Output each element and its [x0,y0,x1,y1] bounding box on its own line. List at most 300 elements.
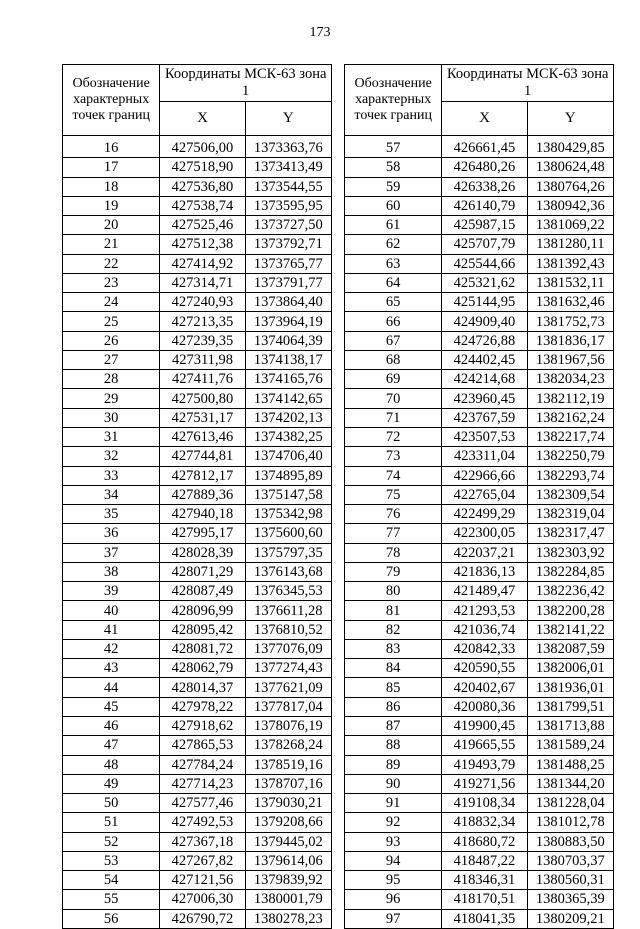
point-number-cell: 38 [63,562,160,581]
point-number-cell: 58 [345,158,442,177]
point-number-cell: 33 [63,466,160,485]
y-coordinate-cell: 1373595,95 [245,196,331,215]
point-number-cell: 36 [63,524,160,543]
point-number-cell: 28 [63,370,160,389]
x-coordinate-cell: 427506,00 [160,136,245,158]
x-coordinate-cell: 428014,37 [160,678,245,697]
table-row [63,832,332,851]
table-row [63,235,332,254]
x-coordinate-cell: 423507,53 [442,427,527,446]
column-header-point-label: Обозначение характерных точек границ [63,65,160,136]
point-number-cell: 44 [63,678,160,697]
table-row [63,524,332,543]
y-coordinate-cell: 1381069,22 [527,216,613,235]
table-row [345,235,614,254]
y-coordinate-cell: 1374138,17 [245,350,331,369]
y-coordinate-cell: 1381280,11 [527,235,613,254]
x-coordinate-cell: 424214,68 [442,370,527,389]
point-number-cell: 70 [345,389,442,408]
y-coordinate-cell: 1373792,71 [245,235,331,254]
x-coordinate-cell: 427744,81 [160,447,245,466]
table-row [345,389,614,408]
table-row [63,890,332,909]
table-row [63,136,332,158]
point-number-cell: 43 [63,659,160,678]
y-coordinate-cell: 1378268,24 [245,736,331,755]
y-coordinate-cell: 1379445,02 [245,832,331,851]
point-number-cell: 88 [345,736,442,755]
point-number-cell: 21 [63,235,160,254]
table-row [345,524,614,543]
point-number-cell: 83 [345,639,442,658]
x-coordinate-cell: 419665,55 [442,736,527,755]
y-coordinate-cell: 1374202,13 [245,408,331,427]
table-row [345,639,614,658]
point-number-cell: 25 [63,312,160,331]
point-number-cell: 69 [345,370,442,389]
table-row [63,293,332,312]
point-number-cell: 62 [345,235,442,254]
point-number-cell: 19 [63,196,160,215]
table-row [345,447,614,466]
x-coordinate-cell: 421489,47 [442,582,527,601]
x-coordinate-cell: 427784,24 [160,755,245,774]
x-coordinate-cell: 427512,38 [160,235,245,254]
y-coordinate-cell: 1376143,68 [245,562,331,581]
column-header-coordinates: Координаты МСК-63 зона 1 [160,65,332,102]
table-row [63,794,332,813]
point-number-cell: 92 [345,813,442,832]
x-coordinate-cell: 426140,79 [442,196,527,215]
x-coordinate-cell: 418346,31 [442,871,527,890]
x-coordinate-cell: 428071,29 [160,562,245,581]
point-number-cell: 29 [63,389,160,408]
table-row [345,331,614,350]
table-row [345,177,614,196]
x-coordinate-cell: 427714,23 [160,774,245,793]
x-coordinate-cell: 427240,93 [160,293,245,312]
y-coordinate-cell: 1377621,09 [245,678,331,697]
y-coordinate-cell: 1376345,53 [245,582,331,601]
point-number-cell: 79 [345,562,442,581]
x-coordinate-cell: 421036,74 [442,620,527,639]
y-coordinate-cell: 1382141,22 [527,620,613,639]
table-row [63,716,332,735]
point-number-cell: 37 [63,543,160,562]
x-coordinate-cell: 427812,17 [160,466,245,485]
table-row [345,813,614,832]
table-row [63,389,332,408]
x-coordinate-cell: 420402,67 [442,678,527,697]
point-number-cell: 31 [63,427,160,446]
point-number-cell: 39 [63,582,160,601]
point-number-cell: 47 [63,736,160,755]
x-coordinate-cell: 427613,46 [160,427,245,446]
y-coordinate-cell: 1381344,20 [527,774,613,793]
x-coordinate-cell: 422300,05 [442,524,527,543]
x-coordinate-cell: 427940,18 [160,505,245,524]
point-number-cell: 57 [345,136,442,158]
x-coordinate-cell: 427978,22 [160,697,245,716]
point-number-cell: 89 [345,755,442,774]
table-row [345,273,614,292]
y-coordinate-cell: 1381632,46 [527,293,613,312]
y-coordinate-cell: 1382112,19 [527,389,613,408]
x-coordinate-cell: 427121,56 [160,871,245,890]
point-number-cell: 27 [63,350,160,369]
point-number-cell: 85 [345,678,442,697]
point-number-cell: 68 [345,350,442,369]
table-row [345,601,614,620]
point-number-cell: 53 [63,851,160,870]
x-coordinate-cell: 427414,92 [160,254,245,273]
y-coordinate-cell: 1381752,73 [527,312,613,331]
x-coordinate-cell: 427314,71 [160,273,245,292]
table-row [345,716,614,735]
table-row [63,485,332,504]
y-coordinate-cell: 1380365,39 [527,890,613,909]
point-number-cell: 34 [63,485,160,504]
table-row [345,293,614,312]
y-coordinate-cell: 1380703,37 [527,851,613,870]
point-number-cell: 90 [345,774,442,793]
point-number-cell: 75 [345,485,442,504]
y-coordinate-cell: 1376810,52 [245,620,331,639]
x-coordinate-cell: 427918,62 [160,716,245,735]
x-coordinate-cell: 420080,36 [442,697,527,716]
y-coordinate-cell: 1374165,76 [245,370,331,389]
point-number-cell: 55 [63,890,160,909]
x-coordinate-cell: 421293,53 [442,601,527,620]
table-row [345,736,614,755]
point-number-cell: 24 [63,293,160,312]
coordinates-table-right [344,64,614,929]
x-coordinate-cell: 425321,62 [442,273,527,292]
point-number-cell: 81 [345,601,442,620]
x-coordinate-cell: 426338,26 [442,177,527,196]
point-number-cell: 32 [63,447,160,466]
y-coordinate-cell: 1379030,21 [245,794,331,813]
point-number-cell: 96 [345,890,442,909]
x-coordinate-cell: 422966,66 [442,466,527,485]
table-row [63,582,332,601]
table-row [345,505,614,524]
y-coordinate-cell: 1382006,01 [527,659,613,678]
y-coordinate-cell: 1377274,43 [245,659,331,678]
table-row [345,543,614,562]
point-number-cell: 35 [63,505,160,524]
table-row [345,774,614,793]
y-coordinate-cell: 1373544,55 [245,177,331,196]
x-coordinate-cell: 419271,56 [442,774,527,793]
table-row [345,136,614,158]
y-coordinate-cell: 1380429,85 [527,136,613,158]
table-row [345,158,614,177]
y-coordinate-cell: 1373765,77 [245,254,331,273]
table-row [345,312,614,331]
table-row [63,408,332,427]
x-coordinate-cell: 423767,59 [442,408,527,427]
table-row [63,350,332,369]
y-coordinate-cell: 1380209,21 [527,909,613,928]
table-row [63,774,332,793]
y-coordinate-cell: 1382250,79 [527,447,613,466]
point-number-cell: 51 [63,813,160,832]
x-coordinate-cell: 425707,79 [442,235,527,254]
y-coordinate-cell: 1380001,79 [245,890,331,909]
x-coordinate-cell: 425544,66 [442,254,527,273]
table-row [345,427,614,446]
x-coordinate-cell: 427525,46 [160,216,245,235]
y-coordinate-cell: 1381532,11 [527,273,613,292]
y-coordinate-cell: 1379208,66 [245,813,331,832]
y-coordinate-cell: 1380764,26 [527,177,613,196]
y-coordinate-cell: 1375147,58 [245,485,331,504]
point-number-cell: 16 [63,136,160,158]
x-coordinate-cell: 426790,72 [160,909,245,928]
x-coordinate-cell: 422037,21 [442,543,527,562]
point-number-cell: 78 [345,543,442,562]
x-coordinate-cell: 423311,04 [442,447,527,466]
point-number-cell: 80 [345,582,442,601]
y-coordinate-cell: 1373791,77 [245,273,331,292]
x-coordinate-cell: 427492,53 [160,813,245,832]
y-coordinate-cell: 1375600,60 [245,524,331,543]
y-coordinate-cell: 1382317,47 [527,524,613,543]
point-number-cell: 60 [345,196,442,215]
y-coordinate-cell: 1382217,74 [527,427,613,446]
table-row [63,216,332,235]
y-coordinate-cell: 1381836,17 [527,331,613,350]
table-row [345,466,614,485]
y-coordinate-cell: 1373727,50 [245,216,331,235]
point-number-cell: 74 [345,466,442,485]
table-row [63,639,332,658]
table-row [63,254,332,273]
y-coordinate-cell: 1374895,89 [245,466,331,485]
table-row [63,736,332,755]
point-number-cell: 54 [63,871,160,890]
table-row [345,794,614,813]
point-number-cell: 56 [63,909,160,928]
point-number-cell: 87 [345,716,442,735]
y-coordinate-cell: 1382162,24 [527,408,613,427]
table-row [63,466,332,485]
y-coordinate-cell: 1380883,50 [527,832,613,851]
point-number-cell: 66 [345,312,442,331]
y-coordinate-cell: 1374142,65 [245,389,331,408]
table-row [345,582,614,601]
point-number-cell: 72 [345,427,442,446]
y-coordinate-cell: 1378519,16 [245,755,331,774]
x-coordinate-cell: 427239,35 [160,331,245,350]
point-number-cell: 49 [63,774,160,793]
point-number-cell: 64 [345,273,442,292]
x-coordinate-cell: 427411,76 [160,370,245,389]
x-coordinate-cell: 419493,79 [442,755,527,774]
table-row [345,350,614,369]
x-coordinate-cell: 420842,33 [442,639,527,658]
y-coordinate-cell: 1373413,49 [245,158,331,177]
point-number-cell: 77 [345,524,442,543]
x-coordinate-cell: 428095,42 [160,620,245,639]
x-coordinate-cell: 428062,79 [160,659,245,678]
point-number-cell: 48 [63,755,160,774]
table-row [63,697,332,716]
table-row [345,562,614,581]
table-row [63,273,332,292]
point-number-cell: 18 [63,177,160,196]
y-coordinate-cell: 1382200,28 [527,601,613,620]
y-coordinate-cell: 1377076,09 [245,639,331,658]
y-coordinate-cell: 1381488,25 [527,755,613,774]
x-coordinate-cell: 420590,55 [442,659,527,678]
table-row [345,832,614,851]
table-row [63,620,332,639]
point-number-cell: 17 [63,158,160,177]
table-row [345,678,614,697]
table-row [63,678,332,697]
x-coordinate-cell: 426480,26 [442,158,527,177]
point-number-cell: 73 [345,447,442,466]
x-coordinate-cell: 427006,30 [160,890,245,909]
x-coordinate-cell: 427995,17 [160,524,245,543]
y-coordinate-cell: 1382087,59 [527,639,613,658]
x-coordinate-cell: 418680,72 [442,832,527,851]
y-coordinate-cell: 1374064,39 [245,331,331,350]
y-coordinate-cell: 1373864,40 [245,293,331,312]
table-row [345,216,614,235]
x-coordinate-cell: 419108,34 [442,794,527,813]
x-coordinate-cell: 427518,90 [160,158,245,177]
y-coordinate-cell: 1374706,40 [245,447,331,466]
y-coordinate-cell: 1381936,01 [527,678,613,697]
x-coordinate-cell: 422499,29 [442,505,527,524]
point-number-cell: 65 [345,293,442,312]
page-number: 173 [309,25,331,40]
table-row [345,755,614,774]
point-number-cell: 42 [63,639,160,658]
y-coordinate-cell: 1382236,42 [527,582,613,601]
x-coordinate-cell: 422765,04 [442,485,527,504]
y-coordinate-cell: 1381012,78 [527,813,613,832]
x-coordinate-cell: 427577,46 [160,794,245,813]
table-row [345,485,614,504]
y-coordinate-cell: 1374382,25 [245,427,331,446]
y-coordinate-cell: 1382309,54 [527,485,613,504]
table-row [345,370,614,389]
y-coordinate-cell: 1378707,16 [245,774,331,793]
point-number-cell: 23 [63,273,160,292]
column-header-x: X [442,102,527,136]
x-coordinate-cell: 421836,13 [442,562,527,581]
x-coordinate-cell: 424726,88 [442,331,527,350]
y-coordinate-cell: 1382293,74 [527,466,613,485]
x-coordinate-cell: 425144,95 [442,293,527,312]
table-row [345,890,614,909]
table-row [63,427,332,446]
point-number-cell: 84 [345,659,442,678]
x-coordinate-cell: 427367,18 [160,832,245,851]
x-coordinate-cell: 424909,40 [442,312,527,331]
point-number-cell: 67 [345,331,442,350]
point-number-cell: 22 [63,254,160,273]
point-number-cell: 82 [345,620,442,639]
point-number-cell: 52 [63,832,160,851]
x-coordinate-cell: 427531,17 [160,408,245,427]
point-number-cell: 59 [345,177,442,196]
y-coordinate-cell: 1373363,76 [245,136,331,158]
point-number-cell: 63 [345,254,442,273]
column-header-coordinates: Координаты МСК-63 зона 1 [442,65,614,102]
table-row [63,562,332,581]
table-row [63,447,332,466]
point-number-cell: 46 [63,716,160,735]
x-coordinate-cell: 428096,99 [160,601,245,620]
x-coordinate-cell: 428087,49 [160,582,245,601]
point-number-cell: 71 [345,408,442,427]
table-row [345,408,614,427]
table-row [345,620,614,639]
table-row [63,813,332,832]
x-coordinate-cell: 418832,34 [442,813,527,832]
point-number-cell: 86 [345,697,442,716]
point-number-cell: 30 [63,408,160,427]
table-row [345,254,614,273]
table-row [345,196,614,215]
column-header-x: X [160,102,245,136]
column-header-point-label: Обозначение характерных точек границ [345,65,442,136]
table-row [345,909,614,928]
point-number-cell: 76 [345,505,442,524]
point-number-cell: 61 [345,216,442,235]
table-row [345,659,614,678]
table-row [63,331,332,350]
y-coordinate-cell: 1380624,48 [527,158,613,177]
x-coordinate-cell: 427311,98 [160,350,245,369]
x-coordinate-cell: 427865,53 [160,736,245,755]
x-coordinate-cell: 427267,82 [160,851,245,870]
table-row [345,851,614,870]
point-number-cell: 45 [63,697,160,716]
x-coordinate-cell: 428081,72 [160,639,245,658]
table-row [63,505,332,524]
y-coordinate-cell: 1377817,04 [245,697,331,716]
x-coordinate-cell: 425987,15 [442,216,527,235]
y-coordinate-cell: 1382034,23 [527,370,613,389]
point-number-cell: 40 [63,601,160,620]
point-number-cell: 91 [345,794,442,813]
point-number-cell: 95 [345,871,442,890]
table-row [63,909,332,928]
x-coordinate-cell: 423960,45 [442,389,527,408]
y-coordinate-cell: 1379614,06 [245,851,331,870]
x-coordinate-cell: 418041,35 [442,909,527,928]
y-coordinate-cell: 1373964,19 [245,312,331,331]
table-row [345,697,614,716]
x-coordinate-cell: 427538,74 [160,196,245,215]
point-number-cell: 50 [63,794,160,813]
x-coordinate-cell: 427213,35 [160,312,245,331]
y-coordinate-cell: 1380560,31 [527,871,613,890]
point-number-cell: 20 [63,216,160,235]
x-coordinate-cell: 418170,51 [442,890,527,909]
table-row [63,543,332,562]
table-row [63,851,332,870]
point-number-cell: 97 [345,909,442,928]
y-coordinate-cell: 1382303,92 [527,543,613,562]
table-row [63,601,332,620]
